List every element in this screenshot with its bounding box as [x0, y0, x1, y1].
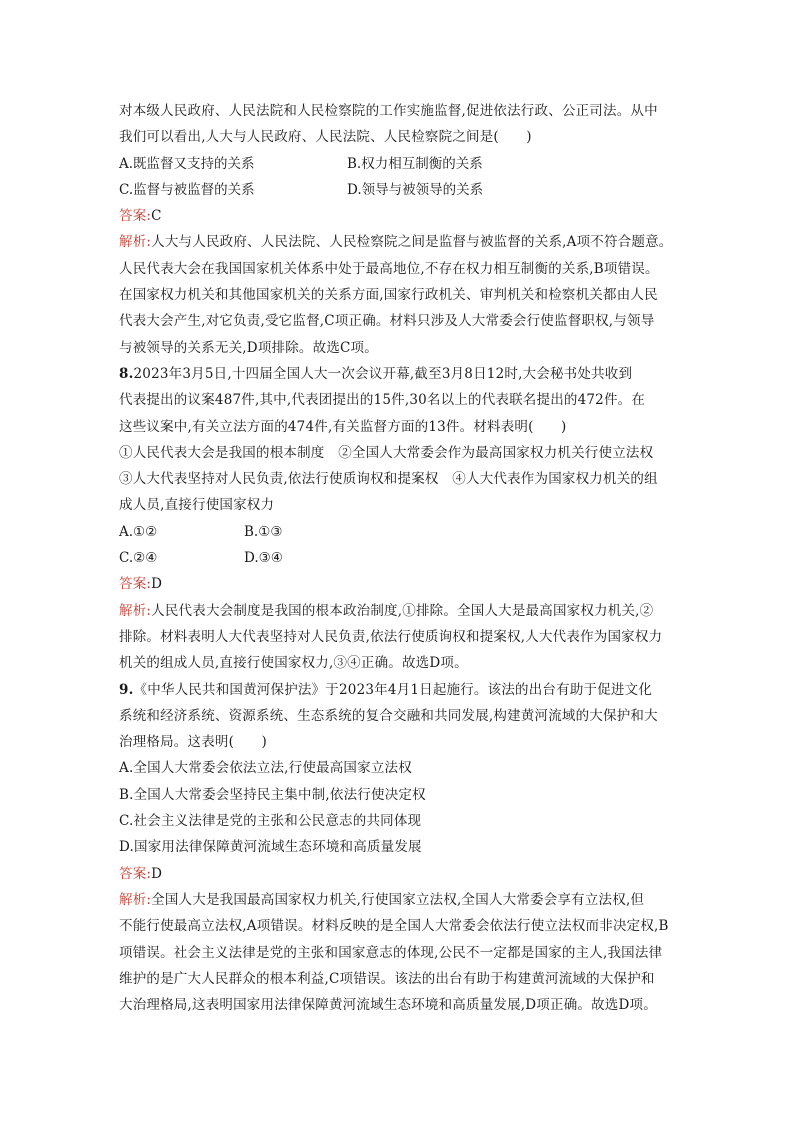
q9-analysis-line-3: 项错误。社会主义法律是党的主张和国家意志的体现,公民不一定都是国家的主人,我国法律 — [119, 944, 663, 961]
q7-stem-line-2: 我们可以看出,人大与人民政府、人民法院、人民检察院之间是( ) — [119, 129, 532, 146]
q9-analysis-text-1: 全国人大是我国最高国家权力机关,行使国家立法权,全国人大常委会享有立法权,但 — [151, 891, 645, 908]
q8-answer — [119, 571, 677, 597]
q8-options-row-2 — [119, 545, 677, 571]
q9-stem-line-3: 治理格局。这表明( ) — [119, 734, 267, 751]
q7-analysis-line-2: 人民代表大会在我国国家机关体系中处于最高地位,不存在权力相互制衡的关系,B项错误。 — [119, 260, 659, 277]
q7-answer — [119, 203, 677, 229]
q8-options-row-1 — [119, 519, 677, 545]
q9-analysis-line-2: 不能行使最高立法权,A项错误。材料反映的是全国人大常委会依法行使立法权而非决定权,B — [119, 918, 669, 935]
q8-number: 8. — [119, 365, 134, 382]
q7-option-d: D.领导与被领导的关系 — [347, 181, 484, 198]
q7-analysis-label: 解析: — [119, 234, 152, 251]
q8-statement-line-3: 成人员,直接行使国家权力 — [119, 497, 275, 514]
q7-analysis-line-1 — [119, 229, 677, 255]
q8-stem-line-1 — [119, 361, 677, 387]
q7-answer-value: C — [151, 208, 162, 225]
q8-option-c: C.②④ — [119, 550, 158, 567]
q8-analysis-text-1: 人民代表大会制度是我国的根本政治制度,①排除。全国人大是最高国家权力机关,② — [151, 602, 654, 619]
q7-options-row-1 — [119, 151, 677, 177]
q9-answer-label: 答案: — [119, 865, 152, 882]
q8-analysis-label: 解析: — [119, 602, 152, 619]
q8-statement-line-1: ①人民代表大会是我国的根本制度 ②全国人大常委会作为最高国家权力机关行使立法权 — [119, 444, 654, 461]
q9-option-a: A.全国人大常委会依法立法,行使最高国家立法权 — [119, 760, 412, 777]
q9-answer-value: D — [151, 865, 163, 882]
q7-analysis-line-4: 代表大会产生,对它负责,受它监督,C项正确。材料只涉及人大常委会行使监督职权,与领导 — [119, 313, 655, 330]
q7-analysis-line-3: 在国家权力机关和其他国家机关的关系方面,国家行政机关、审判机关和检察机关都由人民 — [119, 287, 658, 304]
q9-analysis-label: 解析: — [119, 891, 152, 908]
q7-stem-line-1: 对本级人民政府、人民法院和人民检察院的工作实施监督,促进依法行政、公正司法。从中 — [119, 103, 658, 119]
q7-analysis-line-5: 与被领导的关系无关,D项排除。故选C项。 — [119, 339, 378, 356]
q8-analysis-line-3: 机关的组成人员,直接行使国家权力,③④正确。故选D项。 — [119, 655, 468, 672]
q8-answer-label: 答案: — [119, 576, 152, 593]
q8-option-d: D.③④ — [244, 550, 283, 567]
q7-option-a: A.既监督又支持的关系 — [119, 155, 255, 172]
q9-analysis-line-4: 维护的是广大人民群众的根本利益,C项错误。该法的出台有助于构建黄河流域的大保护和 — [119, 970, 655, 987]
q9-stem-line-2: 系统和经济系统、资源系统、生态系统的复合交融和共同发展,构建黄河流域的大保护和大 — [119, 707, 658, 724]
q8-option-a: A.①② — [119, 523, 158, 540]
q9-answer — [119, 861, 677, 887]
document-page — [119, 98, 677, 1018]
q8-stem-line-3: 这些议案中,有关立法方面的474件,有关监督方面的13件。材料表明( ) — [119, 418, 567, 435]
q9-option-b: B.全国人大常委会坚持民主集中制,依法行使决定权 — [119, 786, 426, 803]
q9-number: 9. — [119, 681, 134, 698]
q9-option-d: D.国家用法律保障黄河流域生态环境和高质量发展 — [119, 839, 422, 856]
q8-stem-text-1: 2023年3月5日,十四届全国人大一次会议开幕,截至3月8日12时,大会秘书处共收到 — [133, 365, 633, 382]
q8-answer-value: D — [151, 576, 163, 593]
q9-analysis-line-1 — [119, 887, 677, 913]
q9-stem-line-1 — [119, 677, 677, 703]
q9-option-c: C.社会主义法律是党的主张和公民意志的共同体现 — [119, 813, 422, 830]
q9-analysis-line-5: 大治理格局,这表明国家用法律保障黄河流域生态环境和高质量发展,D项正确。故选D项。 — [119, 997, 657, 1014]
q8-option-b: B.①③ — [244, 523, 283, 540]
q8-analysis-line-2: 排除。材料表明人大代表坚持对人民负责,依法行使质询权和提案权,人大代表作为国家权力 — [119, 628, 663, 645]
q7-options-row-2 — [119, 177, 677, 203]
q7-answer-label: 答案: — [119, 208, 152, 225]
q7-option-c: C.监督与被监督的关系 — [119, 181, 255, 198]
q8-stem-line-2: 代表提出的议案487件,其中,代表团提出的15件,30名以上的代表联名提出的472件。在 — [119, 392, 646, 409]
q8-analysis-line-1 — [119, 598, 677, 624]
q7-analysis-text-1: 人大与人民政府、人民法院、人民检察院之间是监督与被监督的关系,A项不符合题意。 — [151, 234, 673, 251]
q9-stem-text-1: 《中华人民共和国黄河保护法》于2023年4月1日起施行。该法的出台有助于促进文化 — [133, 681, 653, 698]
q8-statement-line-2: ③人大代表坚持对人民负责,依法行使质询权和提案权 ④人大代表作为国家权力机关的组 — [119, 471, 658, 488]
q7-option-b: B.权力相互制衡的关系 — [347, 155, 483, 172]
